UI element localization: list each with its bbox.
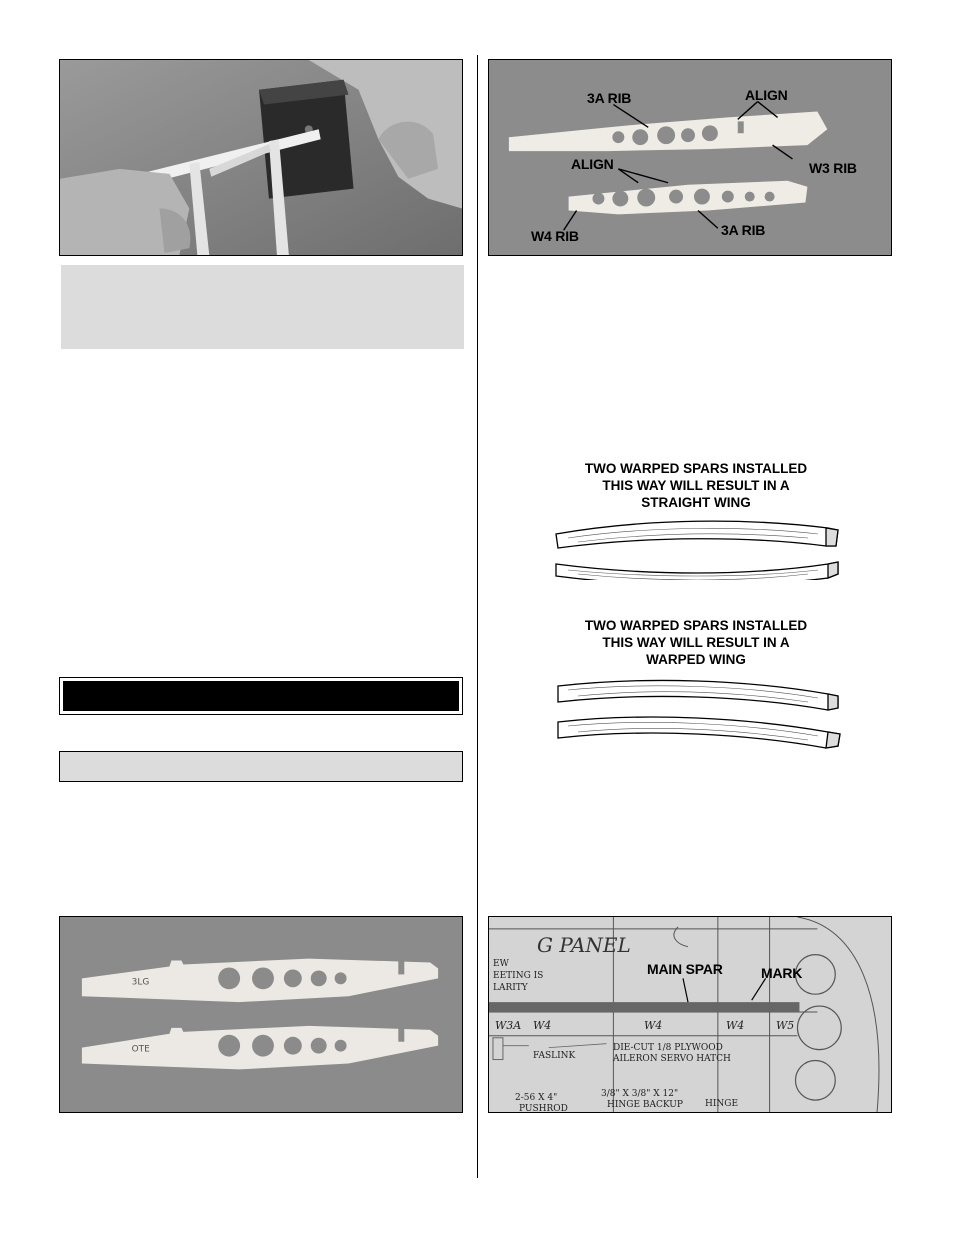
label-w3-rib: W3 RIB bbox=[809, 160, 857, 176]
spar-caption-warped: TWO WARPED SPARS INSTALLED THIS WAY WILL RESULT IN A WARPED WING bbox=[584, 618, 808, 667]
plan-hinge: HINGE bbox=[705, 1099, 739, 1109]
plan-screw: 2-56 X 4" bbox=[515, 1093, 558, 1103]
label-3a-rib-bottom: 3A RIB bbox=[721, 222, 766, 238]
label-align-top: ALIGN bbox=[745, 87, 788, 103]
plan-hinge-backup: HINGE BACKUP bbox=[607, 1100, 683, 1110]
plan-sub3: LARITY bbox=[493, 983, 528, 993]
plan-hinge-backup-size: 3/8" X 3/8" X 12" bbox=[601, 1089, 679, 1099]
label-align-bottom: ALIGN bbox=[571, 156, 614, 172]
note-box bbox=[61, 265, 464, 349]
plan-w4a: W4 bbox=[533, 1019, 552, 1032]
plan-hatch-line1: DIE-CUT 1/8 PLYWOOD bbox=[613, 1043, 723, 1053]
label-w4-rib: W4 RIB bbox=[531, 228, 579, 244]
subsection-bar bbox=[59, 751, 463, 782]
plan-w3a: W3A bbox=[495, 1019, 522, 1032]
plan-title: G PANEL bbox=[537, 933, 631, 957]
photo-wing-plan bbox=[488, 916, 892, 1113]
label-3a-rib-top: 3A RIB bbox=[587, 90, 632, 106]
photo-two-ribs bbox=[59, 916, 463, 1113]
label-main-spar: MAIN SPAR bbox=[647, 961, 723, 977]
plan-sub1: EW bbox=[493, 959, 509, 969]
label-mark: MARK bbox=[761, 965, 803, 981]
photo-rib-alignment bbox=[488, 59, 892, 256]
plan-hatch-line2: AILERON SERVO HATCH bbox=[613, 1054, 731, 1064]
rib-mark-bottom: OTE bbox=[131, 1044, 150, 1055]
plan-sub2: EETING IS bbox=[493, 971, 544, 981]
column-divider bbox=[477, 55, 478, 1178]
section-banner bbox=[59, 677, 463, 715]
plan-w4b: W4 bbox=[644, 1019, 663, 1032]
plan-w5: W5 bbox=[776, 1019, 795, 1032]
spar-diagram-warped bbox=[548, 674, 844, 752]
plan-w4c: W4 bbox=[726, 1019, 745, 1032]
spar-caption-straight: TWO WARPED SPARS INSTALLED THIS WAY WILL RESULT IN A STRAIGHT WING bbox=[584, 461, 808, 510]
spar-diagram-straight bbox=[548, 516, 844, 580]
rib-mark-top: 3LG bbox=[131, 977, 150, 988]
plan-faslink: FASLINK bbox=[533, 1051, 576, 1061]
plan-pushrod: PUSHROD bbox=[519, 1104, 568, 1113]
photo-sanding-block bbox=[59, 59, 463, 256]
